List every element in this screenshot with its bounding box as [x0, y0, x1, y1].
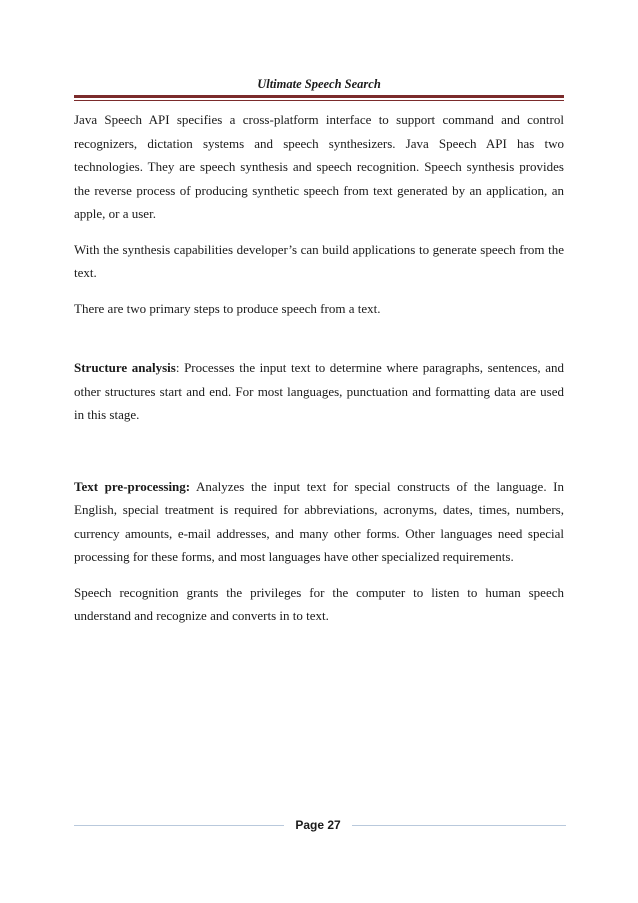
paragraph-synthesis-capabilities: With the synthesis capabilities developer’s can build applications to generate speech from the text. [74, 241, 564, 280]
document-body [74, 108, 564, 628]
running-header-title: Ultimate Speech Search [257, 77, 381, 91]
text-preprocessing-term: Text pre-processing: [74, 478, 191, 494]
footer-rule-right [352, 825, 566, 826]
paragraph-speech-recognition: Speech recognition grants the privileges for the computer to listen to human speech understand and recognize and converts in to text. [74, 584, 564, 623]
paragraph-text-preprocessing [74, 475, 564, 569]
text-preprocessing-description: Analyzes the input text for special constructs of the language. In English, special treatment is required for abbreviations, acronyms, dates, times, numbers, currency amounts, e-mail addresses, and many other forms. Other languages need special processing for these forms, and most languages have other specialized requirements. [74, 478, 564, 564]
page-number: Page 27 [295, 818, 341, 832]
footer-rule-left [74, 825, 284, 826]
paragraph-java-speech-api: Java Speech API specifies a cross-platform interface to support command and control recognizers, dictation systems and speech synthesizers. Java Speech API has two technologies. They are speech synthesis and speech recognition. Speech synthesis provides the reverse process of producing synthetic speech from text generated by an application, an apple, or a user. [74, 112, 564, 221]
header-rule-secondary [74, 100, 564, 101]
paragraph-structure-analysis [74, 356, 564, 427]
paragraph-primary-steps: There are two primary steps to produce speech from a text. [74, 300, 381, 316]
structure-analysis-description: : Processes the input text to determine where paragraphs, sentences, and other structures start and end. For most languages, punctuation and formatting data are used in this stage. [74, 360, 564, 422]
header-rule [74, 95, 564, 98]
structure-analysis-term: Structure analysis [74, 360, 176, 375]
